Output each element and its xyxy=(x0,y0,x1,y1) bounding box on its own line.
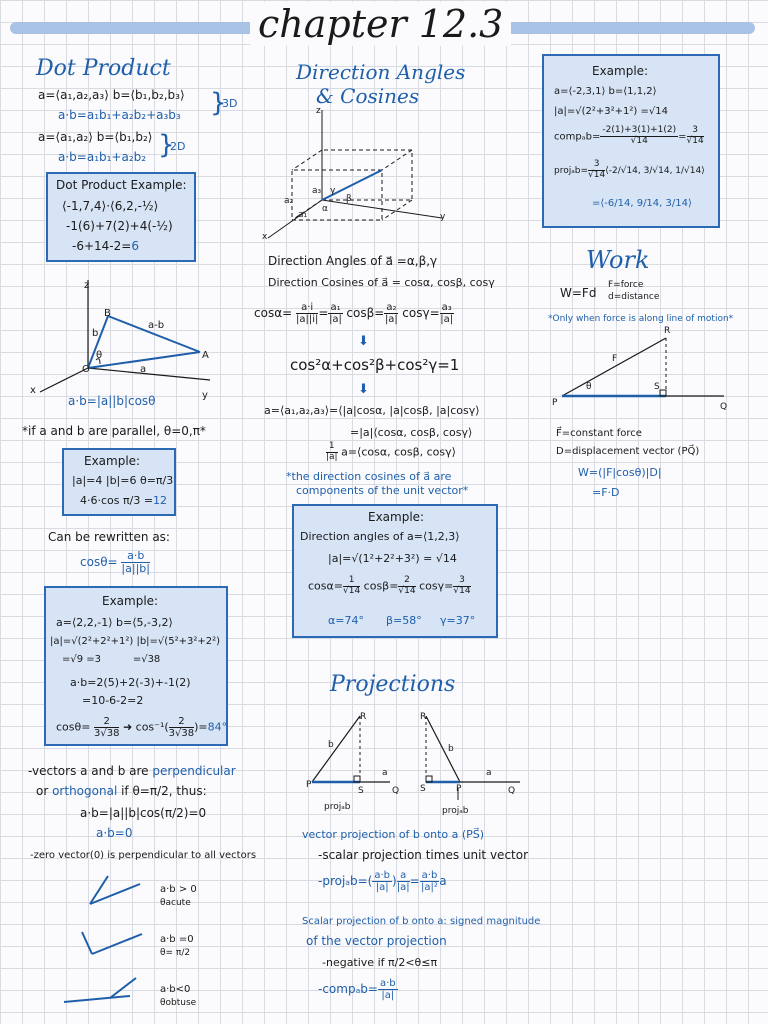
cube-label-beta: β xyxy=(346,194,352,204)
direction-angles-def: Direction Angles of a⃗ =α,β,γ xyxy=(268,254,438,268)
work-label-Q: Q xyxy=(720,402,728,412)
direction-cube-diagram xyxy=(262,110,462,250)
ex5-comp-den: √14 xyxy=(630,135,648,146)
example3-line2: |a|=√(2²+2²+1²) |b|=√(5²+3²+2²) xyxy=(50,636,220,647)
dot-3d-vectors: a=⟨a₁,a₂,a₃⟩ b=⟨b₁,b₂,b₃⟩ xyxy=(38,88,185,102)
example4-line2: |a|=√(1²+2²+3²) = √14 xyxy=(328,552,457,565)
arrow-down-2: ⬇ xyxy=(358,382,369,397)
scalar-times-unit: -scalar projection times unit vector xyxy=(318,848,529,862)
proj-eq: = xyxy=(409,874,420,888)
arrow-down-1: ⬇ xyxy=(358,334,369,349)
work-formula: W=Fd xyxy=(560,286,597,300)
page-title: chapter 12.3 xyxy=(250,2,511,46)
example3-title: Example: xyxy=(102,594,159,608)
ex4-cosb-den: √14 xyxy=(398,585,416,596)
projL-a: a xyxy=(382,768,388,778)
parallel-note: *if a and b are parallel, θ=0,π* xyxy=(22,424,206,438)
projR-a: a xyxy=(486,768,492,778)
ex4-cosa: cosα= xyxy=(308,579,343,593)
ex5-comp-rden: √14 xyxy=(686,135,704,146)
comp-num: a·b xyxy=(379,978,396,989)
projR-b: b xyxy=(448,744,454,754)
ex4-cosa-den: √14 xyxy=(342,585,361,596)
proj-tail: a xyxy=(439,874,447,888)
projections-heading: Projections xyxy=(330,672,456,697)
case2-cond: a·b =0 xyxy=(160,934,194,945)
tri-label-a: a xyxy=(140,364,147,375)
example3-arccos-num: 2 xyxy=(169,716,194,728)
projL-proj: projₐb xyxy=(324,802,351,812)
projR-R: R xyxy=(420,712,427,722)
cosb-num: a₂ xyxy=(386,302,397,313)
cosine-identity: cos²α+cos²β+cos²γ=1 xyxy=(290,356,460,374)
tag-3d: 3D xyxy=(222,97,238,110)
example5-line2: |a|=√(2²+3²+1²) =√14 xyxy=(554,106,668,117)
example2-result: 12 xyxy=(153,494,168,507)
projL-Q: Q xyxy=(392,786,400,796)
cosa-lhs: cosα= xyxy=(254,306,293,320)
work-legend-force: F=force xyxy=(608,280,644,290)
cube-label-a1: a₁ xyxy=(298,210,308,220)
ex4-cosa-num: 1 xyxy=(343,576,360,587)
example5-line1: a=⟨-2,3,1⟩ b=⟨1,1,2⟩ xyxy=(554,86,657,97)
example3-cos-den: 3√38 xyxy=(93,728,120,739)
tri-label-x: x xyxy=(30,385,36,396)
dot-example-result: 6 xyxy=(131,239,139,253)
ex5-comp-rnum: 3 xyxy=(687,126,704,137)
example5-title: Example: xyxy=(592,64,649,78)
projL-R: R xyxy=(360,712,367,722)
brace-3d: } xyxy=(210,88,227,118)
tri-label-A: A xyxy=(202,350,209,361)
tri-label-y: y xyxy=(202,390,208,401)
projR-Q: Q xyxy=(508,786,516,796)
work-eq1: W=(|F|cosθ)|D| xyxy=(578,466,662,479)
direction-vector-3: a=⟨cosα, cosβ, cosγ⟩ xyxy=(341,445,456,459)
proj-num1: a·b xyxy=(374,870,391,881)
example3-result: 84° xyxy=(207,720,228,734)
projR-S: S xyxy=(420,784,426,794)
perp-word: perpendicular xyxy=(152,764,236,778)
work-diagram xyxy=(556,330,736,410)
tri-label-a-minus-b: a-b xyxy=(148,320,165,331)
ex5-proj-vec: ⟨-2/√14, 3/√14, 1/√14⟩ xyxy=(605,165,705,176)
comp-lhs: -compₐb= xyxy=(318,982,378,996)
direction-vector-1: a=⟨a₁,a₂,a₃⟩=⟨|a|cosα, |a|cosβ, |a|cosγ⟩ xyxy=(264,404,480,417)
ex5-proj-den: √14 xyxy=(588,169,606,180)
tri-label-b: b xyxy=(92,328,99,339)
cosb-lhs: cosβ= xyxy=(346,306,385,320)
projR-P: P xyxy=(456,784,462,794)
case1-type: θacute xyxy=(160,898,191,908)
direction-heading-2: & Cosines xyxy=(316,84,420,108)
cube-label-a3: a₃ xyxy=(312,186,322,196)
cosa-den2: |a| xyxy=(329,314,342,325)
ex4-alpha: α=74° xyxy=(328,614,364,627)
direction-cosines-def: Direction Cosines of a⃗ = cosα, cosβ, cosγ xyxy=(268,276,495,289)
ex5-comp-num: -2(1)+3(1)+1(2) xyxy=(602,125,677,135)
dot-product-triangle-diagram xyxy=(30,280,240,410)
cosa-den1: |a||i| xyxy=(295,314,319,325)
example4-line1: Direction angles of a=⟨1,2,3⟩ xyxy=(300,530,460,543)
dot-example-title: Dot Product Example: xyxy=(56,178,187,192)
zero-vector-note: -zero vector(0) is perpendicular to all vectors xyxy=(30,850,257,861)
direction-note-2: components of the unit vector* xyxy=(296,484,469,497)
rewrite-den: |a||b| xyxy=(121,562,150,576)
ex5-proj-num: 3 xyxy=(588,160,605,171)
example3-line3: =√9 =3 =√38 xyxy=(62,654,161,665)
proj-den3: |a|² xyxy=(421,882,438,893)
angle-cases-diagram xyxy=(60,870,160,1020)
work-def-displacement: D=displacement vector (PQ⃗) xyxy=(556,446,700,457)
vec3-den: |a| xyxy=(326,451,338,462)
ex4-cosb: cosβ= xyxy=(363,579,399,593)
example3-cos-num: 2 xyxy=(94,716,119,728)
example3-line4: a·b=2(5)+2(-3)+-1(2) xyxy=(70,676,191,689)
work-note: *Only when force is along line of motion* xyxy=(548,314,734,324)
cosb-den: |a| xyxy=(384,314,398,325)
ex5-comp-eq: = xyxy=(678,131,687,143)
example4-title: Example: xyxy=(368,510,425,524)
perp-formula: a·b=|a||b|cos(π/2)=0 xyxy=(80,806,207,820)
comp-den: |a| xyxy=(381,990,395,1001)
dot-example-line1: ⟨-1,7,4⟩·⟨6,2,-½⟩ xyxy=(62,199,159,213)
case3-type: θobtuse xyxy=(160,998,197,1008)
ex4-cosg-num: 3 xyxy=(453,576,470,587)
case3-cond: a·b<0 xyxy=(160,984,191,995)
dot-cos-formula: a·b=|a||b|cosθ xyxy=(68,394,156,408)
dot-example-line3: -6+14-2= xyxy=(72,239,132,253)
example4-box xyxy=(292,504,498,638)
cube-label-a2: a₂ xyxy=(284,196,294,206)
tri-label-B: B xyxy=(104,308,111,319)
dot-3d-formula: a·b=a₁b₁+a₂b₂+a₃b₃ xyxy=(58,108,181,122)
work-label-S: S xyxy=(654,382,660,392)
example3-arccos-close: )= xyxy=(194,720,208,734)
work-label-P: P xyxy=(552,398,558,408)
case1-cond: a·b > 0 xyxy=(160,884,197,895)
cube-label-alpha: α xyxy=(322,204,328,214)
example3-cos-lhs: cosθ= xyxy=(56,720,91,734)
cube-label-gamma: γ xyxy=(330,186,336,196)
proj-den1: |a| xyxy=(375,882,389,893)
example3-line5: =10-6-2=2 xyxy=(82,694,144,707)
tri-label-z: z xyxy=(84,280,90,291)
cosg-num: a₃ xyxy=(441,302,452,313)
orthogonal-word: orthogonal xyxy=(52,784,118,798)
work-eq2: =F·D xyxy=(592,486,620,499)
scalar-def-2: of the vector projection xyxy=(306,934,447,948)
perp-result: a·b=0 xyxy=(96,826,133,840)
scalar-def-1: Scalar projection of b onto a: signed magnitude xyxy=(302,916,541,927)
projL-P: P xyxy=(306,780,312,790)
rewrite-num: a·b xyxy=(121,550,150,563)
cube-label-z: z xyxy=(316,106,321,116)
work-legend-distance: d=distance xyxy=(608,292,660,302)
projR-proj: projₐb xyxy=(442,806,469,816)
work-heading: Work xyxy=(586,246,650,274)
cube-label-x: x xyxy=(262,232,268,242)
dot-2d-formula: a·b=a₁b₁+a₂b₂ xyxy=(58,150,147,164)
example3-arccos: ➜ cos⁻¹( xyxy=(122,720,169,734)
example3-line1: a=⟨2,2,-1⟩ b=⟨5,-3,2⟩ xyxy=(56,616,173,629)
ex4-gamma: γ=37° xyxy=(440,614,476,627)
vec3-num: 1 xyxy=(326,442,338,453)
tag-2d: 2D xyxy=(170,140,186,153)
ex5-result: =⟨-6/14, 9/14, 3/14⟩ xyxy=(592,198,692,209)
rewrite-text: Can be rewritten as: xyxy=(48,530,170,544)
example2-title: Example: xyxy=(84,454,141,468)
tri-label-O: O xyxy=(82,364,90,375)
ex4-beta: β=58° xyxy=(386,614,422,627)
proj-den2: |a| xyxy=(396,882,410,893)
vector-projection-def: vector projection of b onto a (PS⃗) xyxy=(302,828,485,841)
example2-line2: 4·6·cos π/3 = xyxy=(80,494,154,507)
work-def-force: F⃗=constant force xyxy=(556,428,642,439)
proj-num3: a·b xyxy=(421,870,438,881)
work-label-R: R xyxy=(664,326,671,336)
example2-box xyxy=(62,448,176,516)
example2-line1: |a|=4 |b|=6 θ=π/3 xyxy=(72,474,174,487)
ex4-cosb-num: 2 xyxy=(398,576,415,587)
ex5-proj-lhs: projₐb= xyxy=(554,165,589,176)
ex5-comp-lhs: compₐb= xyxy=(554,131,601,143)
ex4-cosg-den: √14 xyxy=(453,585,471,596)
direction-heading-1: Direction Angles xyxy=(296,60,466,84)
ex4-cosg: cosγ= xyxy=(419,579,454,593)
cube-label-y: y xyxy=(440,212,446,222)
cosa-num1: a·i xyxy=(296,302,318,314)
direction-note-1: *the direction cosines of a⃗ are xyxy=(286,470,452,483)
work-label-theta: θ xyxy=(586,382,592,392)
proj-lhs: -projₐb= xyxy=(318,874,368,888)
dot-product-example-box xyxy=(46,172,196,262)
example5-box xyxy=(542,54,720,228)
dot-example-line2: -1(6)+7(2)+4(-½) xyxy=(66,219,173,233)
cosg-den: |a| xyxy=(440,314,454,325)
dot-product-heading: Dot Product xyxy=(36,56,171,81)
projL-b: b xyxy=(328,740,334,750)
example3-box xyxy=(44,586,228,746)
perp-line1: -vectors a and b are xyxy=(28,764,153,778)
cosg-lhs: cosγ= xyxy=(402,306,440,320)
cosa-num2: a₁ xyxy=(330,302,341,313)
perp-condition: if θ=π/2, thus: xyxy=(117,784,207,798)
brace-2d: } xyxy=(158,130,175,160)
proj-num2: a xyxy=(397,870,410,882)
example3-arccos-den: 3√38 xyxy=(168,728,195,739)
rewrite-lhs: cosθ= xyxy=(80,555,118,570)
direction-vector-2: =|a|⟨cosα, cosβ, cosγ⟩ xyxy=(350,426,473,439)
case2-type: θ= π/2 xyxy=(160,948,191,958)
tri-label-theta: θ xyxy=(96,350,103,361)
projL-S: S xyxy=(358,786,364,796)
negative-condition: -negative if π/2<θ≤π xyxy=(322,956,438,969)
perp-or: or xyxy=(36,784,53,798)
dot-2d-vectors: a=⟨a₁,a₂⟩ b=⟨b₁,b₂⟩ xyxy=(38,130,153,144)
work-label-F: F xyxy=(612,354,618,364)
